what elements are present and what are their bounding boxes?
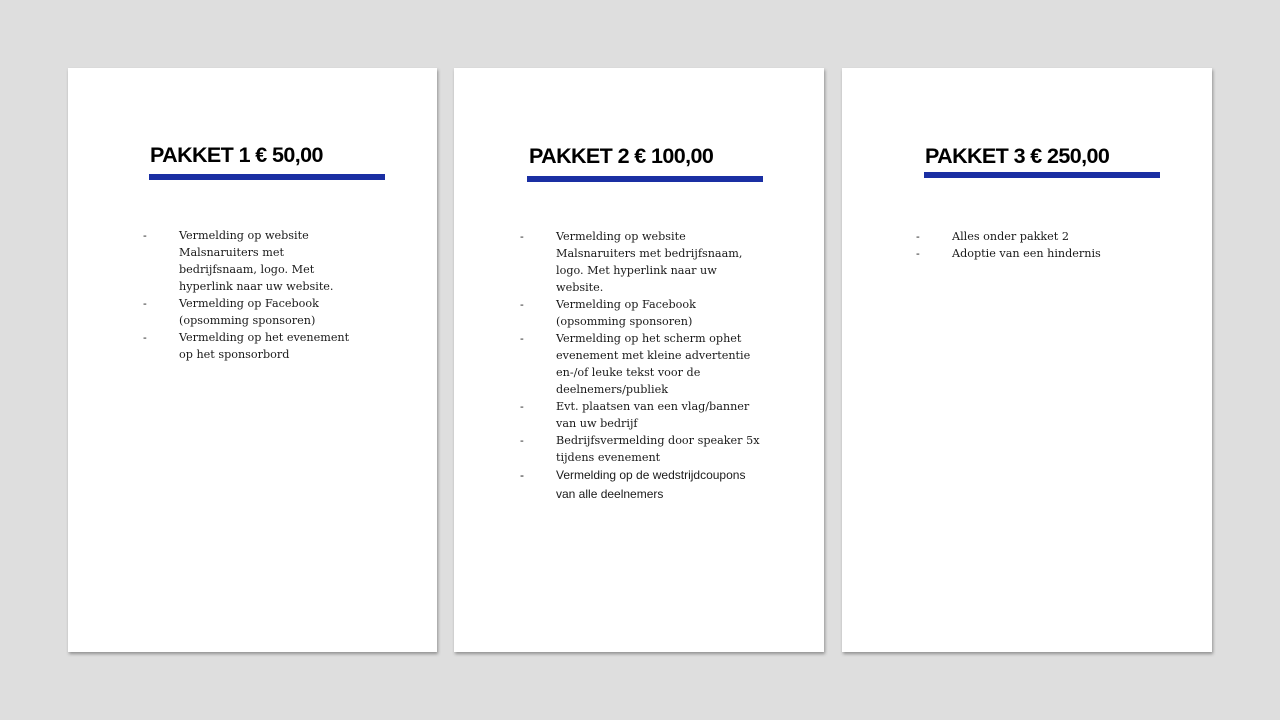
list-item-text: Alles onder pakket 2 [952,230,1069,243]
page-title: PAKKET 2 € 100,00 [529,144,714,168]
list-item-text: Vermelding op Facebook (opsomming sponsoren) [556,298,696,328]
list-item-text: Vermelding op het scherm ophet evenement met kleine advertentie en-/of leuke tekst voor de deelnemers/publiek [556,332,751,396]
list-item-text: Vermelding op Facebook (opsomming sponsoren) [179,297,319,327]
list-item [520,432,762,466]
list-item-text: Adoptie van een hindernis [952,247,1101,260]
benefit-list [520,228,760,503]
page-title: PAKKET 3 € 250,00 [925,144,1110,168]
bullet-dash: - [520,434,524,447]
title-underline [149,174,385,180]
list-item [143,227,353,295]
list-item [520,296,748,330]
bullet-dash: - [520,468,524,482]
list-item-text: Evt. plaatsen van een vlag/banner van uw bedrijf [556,400,750,430]
bullet-dash: - [916,247,920,260]
list-item [520,398,760,432]
page-title: PAKKET 1 € 50,00 [150,143,323,167]
page-pakket-3 [842,68,1212,652]
list-item [143,329,353,363]
page-pakket-1 [68,68,437,652]
bullet-dash: - [520,230,524,243]
title-underline [527,176,763,182]
list-item [916,228,1136,245]
benefit-list [143,227,353,363]
bullet-dash: - [520,332,524,345]
bullet-dash: - [143,331,147,344]
list-item [520,466,752,503]
bullet-dash: - [143,297,147,310]
bullet-dash: - [916,230,920,243]
list-item [520,228,748,296]
list-item [143,295,353,329]
list-item-text: Vermelding op website Malsnaruiters met bedrijfsnaam, logo. Met hyperlink naar uw website. [556,230,743,294]
list-item-text: Vermelding op website Malsnaruiters met bedrijfsnaam, logo. Met hyperlink naar uw website. [179,229,334,293]
bullet-dash: - [520,298,524,311]
bullet-dash: - [520,400,524,413]
page-pakket-2 [454,68,824,652]
list-item-text: Vermelding op het evenement op het sponsorbord [179,331,350,361]
benefit-list [916,228,1136,262]
list-item-text: Vermelding op de wedstrijdcoupons van alle deelnemers [556,468,746,501]
bullet-dash: - [143,229,147,242]
title-underline [924,172,1160,178]
list-item [520,330,760,398]
list-item [916,245,1136,262]
list-item-text: Bedrijfsvermelding door speaker 5x tijdens evenement [556,434,760,464]
